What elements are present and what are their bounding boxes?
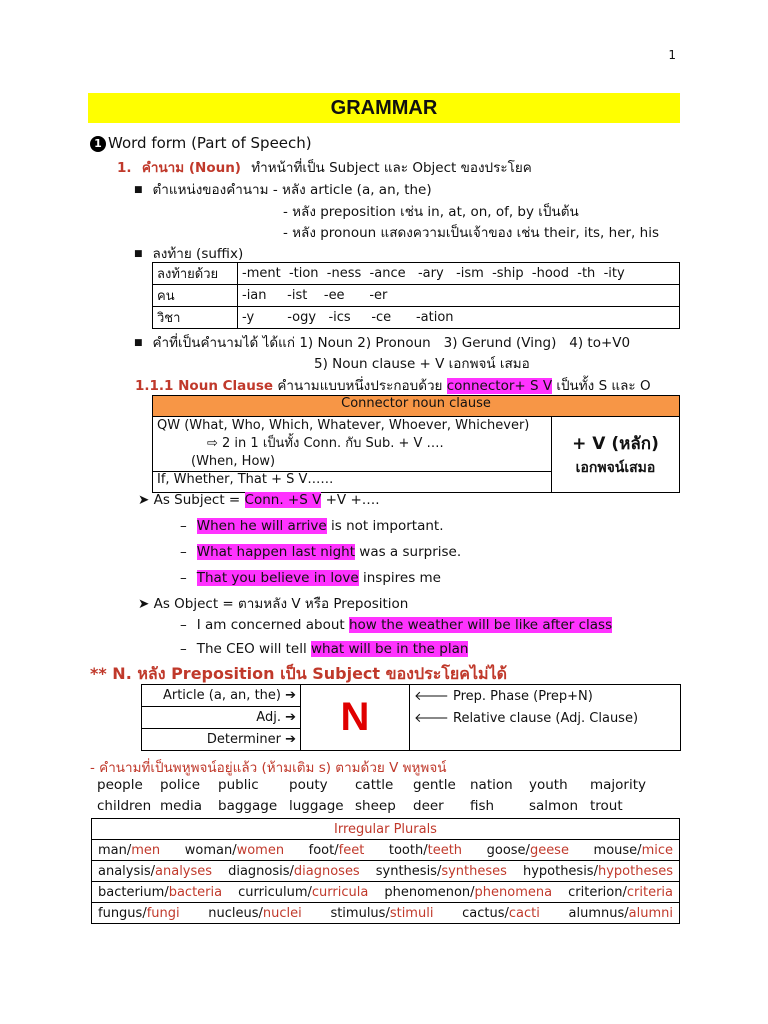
table-row xyxy=(153,307,680,329)
irregular-pair xyxy=(384,885,552,900)
connector-table-header: Connector noun clause xyxy=(153,396,680,417)
irregular-header: Irregular Plurals xyxy=(92,819,680,840)
irregular-pair xyxy=(98,885,222,900)
singular-form: man/ xyxy=(98,842,132,858)
as-subject-formula: Conn. +S V xyxy=(244,492,322,508)
suffix-table xyxy=(152,262,680,329)
singular-form: nucleus/ xyxy=(208,905,263,921)
connector-table xyxy=(152,395,680,493)
bullet-icon: ■ xyxy=(134,185,143,195)
arrowhead-icon: ➤ xyxy=(138,596,154,612)
plural-word: luggage xyxy=(289,798,344,814)
irregular-pair xyxy=(228,864,360,879)
irregular-pair xyxy=(238,885,368,900)
plural-form: curricula xyxy=(311,884,369,900)
section-number: 1 xyxy=(90,136,106,152)
plural-form: nuclei xyxy=(262,905,302,921)
example-line xyxy=(180,570,441,586)
qw-line: QW (What, Who, Which, Whatever, Whoever, Whichever) xyxy=(157,418,530,433)
plural-note: - คำนามที่เป็นพหูพจน์อยู่แล้ว (ห้ามเติม s) ตามด้วย V พหูพจน์ xyxy=(90,760,447,776)
table-row xyxy=(153,396,680,417)
table-row xyxy=(142,707,681,729)
noun-position-line xyxy=(134,178,432,200)
arrow-right-icon: ➔ xyxy=(280,710,296,725)
table-row xyxy=(92,819,680,840)
singular-form: synthesis/ xyxy=(375,863,442,879)
singular-form: criterion/ xyxy=(568,884,627,900)
dash-icon: – xyxy=(180,570,187,586)
singular-form: fungus/ xyxy=(98,905,147,921)
noun-position-3: - หลัง pronoun แสดงความเป็นเจ้าของ เช่น their, its, her, his xyxy=(283,225,659,241)
left-cell xyxy=(142,685,301,707)
singular-form: diagnosis/ xyxy=(228,863,294,879)
example-line xyxy=(180,641,468,657)
plural-words-row xyxy=(97,777,646,793)
plural-word: children xyxy=(97,798,152,814)
qw-cell xyxy=(153,417,552,472)
table-row xyxy=(142,729,681,751)
noun-heading-title: คำนาม (Noun) xyxy=(141,160,241,176)
left-label: Article (a, an, the) xyxy=(162,688,281,703)
plural-form: geese xyxy=(529,842,569,858)
right-label: Prep. Phase (Prep+N) xyxy=(453,688,593,704)
example-highlight: how the weather will be like after class xyxy=(348,617,613,633)
bullet-icon: ■ xyxy=(134,338,143,348)
plural-form: hypotheses xyxy=(597,863,673,879)
plural-word: trout xyxy=(590,798,623,814)
singular-form: stimulus/ xyxy=(330,905,390,921)
verb-cell xyxy=(552,417,680,493)
plural-word: salmon xyxy=(529,798,579,814)
plural-word: nation xyxy=(470,777,513,793)
singular-form: hypothesis/ xyxy=(522,863,598,879)
singular-form: tooth/ xyxy=(388,842,428,858)
verb-main: + V (หลัก) xyxy=(572,434,659,454)
plural-word: media xyxy=(160,798,203,814)
irregular-pair xyxy=(568,885,673,900)
table-row xyxy=(92,861,680,882)
example-line xyxy=(180,544,461,560)
plural-word: baggage xyxy=(218,798,278,814)
noun-clause-desc: คำนามแบบหนึ่งประกอบด้วย xyxy=(277,378,443,394)
irregular-plurals-table xyxy=(91,818,680,924)
example-line xyxy=(180,518,444,534)
page-title: GRAMMAR xyxy=(88,93,680,123)
plural-form: cacti xyxy=(508,905,540,921)
table-row xyxy=(92,882,680,903)
example-plain: The CEO will tell xyxy=(196,641,311,657)
plural-word: public xyxy=(218,777,259,793)
as-object-label: As Object = ตามหลัง V หรือ Preposition xyxy=(153,596,409,612)
noun-modifier-table xyxy=(141,684,681,751)
example-highlight: What happen last night xyxy=(196,544,355,560)
irregular-row xyxy=(98,885,673,900)
noun-clause-title: 1.1.1 Noun Clause xyxy=(135,378,274,394)
plural-form: feet xyxy=(338,842,365,858)
can-be-noun-1: คำที่เป็นคำนามได้ ได้แก่ 1) Noun 2) Pronoun 3) Gerund (Ving) 4) to+V0 xyxy=(152,335,631,351)
plural-form: men xyxy=(131,842,161,858)
table-row xyxy=(92,903,680,924)
suffix-value: -ment -tion -ness -ance -ary -ism -ship -hood -th -ity xyxy=(238,263,680,285)
plural-words-row xyxy=(97,798,623,814)
left-cell xyxy=(142,707,301,729)
preposition-note: ** N. หลัง Preposition เป็น Subject ของประโยคไม่ได้ xyxy=(90,664,508,683)
arrow-right-icon: ➔ xyxy=(280,732,296,747)
noun-clause-heading xyxy=(135,374,651,396)
irregular-pair xyxy=(309,843,365,858)
dash-icon: – xyxy=(180,641,187,657)
irregular-pair xyxy=(594,843,673,858)
plural-word: gentle xyxy=(413,777,456,793)
left-cell xyxy=(142,729,301,751)
right-label: Relative clause (Adj. Clause) xyxy=(453,710,639,726)
singular-form: curriculum/ xyxy=(238,884,312,900)
section-heading xyxy=(90,134,312,152)
irregular-pair xyxy=(523,864,673,879)
irregular-pair xyxy=(389,843,462,858)
irregular-pair xyxy=(462,906,540,921)
plural-form: diagnoses xyxy=(293,863,360,879)
plural-word: police xyxy=(160,777,201,793)
noun-clause-highlight: connector+ S V xyxy=(446,378,553,394)
table-row xyxy=(92,840,680,861)
noun-clause-desc-end: เป็นทั้ง S และ O xyxy=(556,378,651,394)
irregular-pair xyxy=(569,906,673,921)
arrow-right-icon: ⇨ xyxy=(207,436,223,451)
singular-form: mouse/ xyxy=(593,842,642,858)
plural-word: sheep xyxy=(355,798,396,814)
plural-word: pouty xyxy=(289,777,328,793)
plural-word: people xyxy=(97,777,143,793)
irregular-row xyxy=(98,864,673,879)
dash-icon: – xyxy=(180,518,187,534)
irregular-pair xyxy=(98,864,212,879)
example-highlight: That you believe in love xyxy=(196,570,359,586)
irregular-pair xyxy=(98,906,180,921)
as-object-line xyxy=(138,592,408,614)
example-rest: was a surprise. xyxy=(355,544,462,560)
plural-form: phenomena xyxy=(474,884,553,900)
arrow-left-icon: 🡐 xyxy=(414,688,453,704)
qw-arrow-text: 2 in 1 เป็นทั้ง Conn. กับ Sub. + V …. xyxy=(222,436,444,451)
arrow-right-icon: ➔ xyxy=(280,688,296,703)
plural-form: fungi xyxy=(146,905,180,921)
table-row xyxy=(153,285,680,307)
noun-position-2: - หลัง preposition เช่น in, at, on, of, by เป็นต้น xyxy=(283,204,579,220)
irregular-pair xyxy=(330,906,433,921)
page-number: 1 xyxy=(668,48,676,62)
arrowhead-icon: ➤ xyxy=(138,492,154,508)
example-plain: I am concerned about xyxy=(196,617,349,633)
irregular-pair xyxy=(98,843,160,858)
plural-word: majority xyxy=(590,777,647,793)
dash-icon: – xyxy=(180,617,187,633)
section-label: Word form (Part of Speech) xyxy=(108,134,312,152)
irregular-pair xyxy=(185,843,284,858)
singular-form: analysis/ xyxy=(98,863,156,879)
singular-form: woman/ xyxy=(184,842,237,858)
bullet-icon: ■ xyxy=(134,249,143,259)
as-subject-line xyxy=(138,492,380,508)
example-line xyxy=(180,617,612,633)
noun-heading-desc: ทำหน้าที่เป็น Subject และ Object ของประโยค xyxy=(251,160,532,176)
plural-form: alumni xyxy=(628,905,673,921)
singular-form: alumnus/ xyxy=(568,905,629,921)
plural-form: women xyxy=(236,842,285,858)
plural-form: syntheses xyxy=(441,863,507,879)
irregular-pair xyxy=(376,864,507,879)
example-highlight: When he will arrive xyxy=(196,518,327,534)
right-cell xyxy=(410,707,681,729)
verb-sub: เอกพจน์เสมอ xyxy=(575,460,656,476)
singular-form: goose/ xyxy=(486,842,530,858)
plural-form: stimuli xyxy=(389,905,434,921)
suffix-line xyxy=(134,242,243,264)
as-subject-formula-rest: +V +…. xyxy=(321,492,380,508)
plural-form: criteria xyxy=(626,884,673,900)
left-label: Determiner xyxy=(206,732,281,747)
dash-icon: – xyxy=(180,544,187,560)
plural-word: deer xyxy=(413,798,444,814)
can-be-noun-line xyxy=(134,331,630,353)
irregular-pair xyxy=(208,906,302,921)
noun-heading xyxy=(117,156,532,178)
plural-form: analyses xyxy=(155,863,213,879)
plural-word: youth xyxy=(529,777,568,793)
suffix-key: คน xyxy=(153,285,238,307)
irregular-pair xyxy=(487,843,569,858)
when-how: (When, How) xyxy=(191,454,276,469)
noun-heading-num: 1. xyxy=(117,160,132,176)
if-line: If, Whether, That + S V…… xyxy=(153,472,552,493)
arrow-left-icon: 🡐 xyxy=(414,710,453,726)
example-highlight: what will be in the plan xyxy=(311,641,469,657)
noun-position-label: ตำแหน่งของคำนาม - หลัง article (a, an, the) xyxy=(152,182,432,198)
suffix-key: ลงท้ายด้วย xyxy=(153,263,238,285)
suffix-value: -ian -ist -ee -er xyxy=(238,285,680,307)
table-row xyxy=(153,263,680,285)
singular-form: foot/ xyxy=(308,842,339,858)
right-cell xyxy=(410,685,681,707)
as-subject-label: As Subject = xyxy=(153,492,245,508)
left-label: Adj. xyxy=(256,710,281,725)
can-be-noun-2: 5) Noun clause + V เอกพจน์ เสมอ xyxy=(314,356,530,372)
plural-form: bacteria xyxy=(168,884,223,900)
suffix-key: วิชา xyxy=(153,307,238,329)
right-cell-empty xyxy=(410,729,681,751)
table-row xyxy=(153,417,680,472)
irregular-row xyxy=(98,906,673,921)
table-row xyxy=(142,685,681,707)
suffix-label: ลงท้าย (suffix) xyxy=(152,246,244,262)
example-rest: inspires me xyxy=(358,570,441,586)
irregular-row xyxy=(98,843,673,858)
singular-form: bacterium/ xyxy=(98,884,169,900)
noun-letter: N xyxy=(301,685,410,751)
plural-form: mice xyxy=(641,842,673,858)
example-rest: is not important. xyxy=(326,518,444,534)
singular-form: cactus/ xyxy=(462,905,509,921)
plural-word: cattle xyxy=(355,777,394,793)
plural-form: teeth xyxy=(427,842,463,858)
singular-form: phenomenon/ xyxy=(384,884,475,900)
plural-word: fish xyxy=(470,798,495,814)
suffix-value: -y -ogy -ics -ce -ation xyxy=(238,307,680,329)
qw-arrow-line xyxy=(157,435,547,453)
